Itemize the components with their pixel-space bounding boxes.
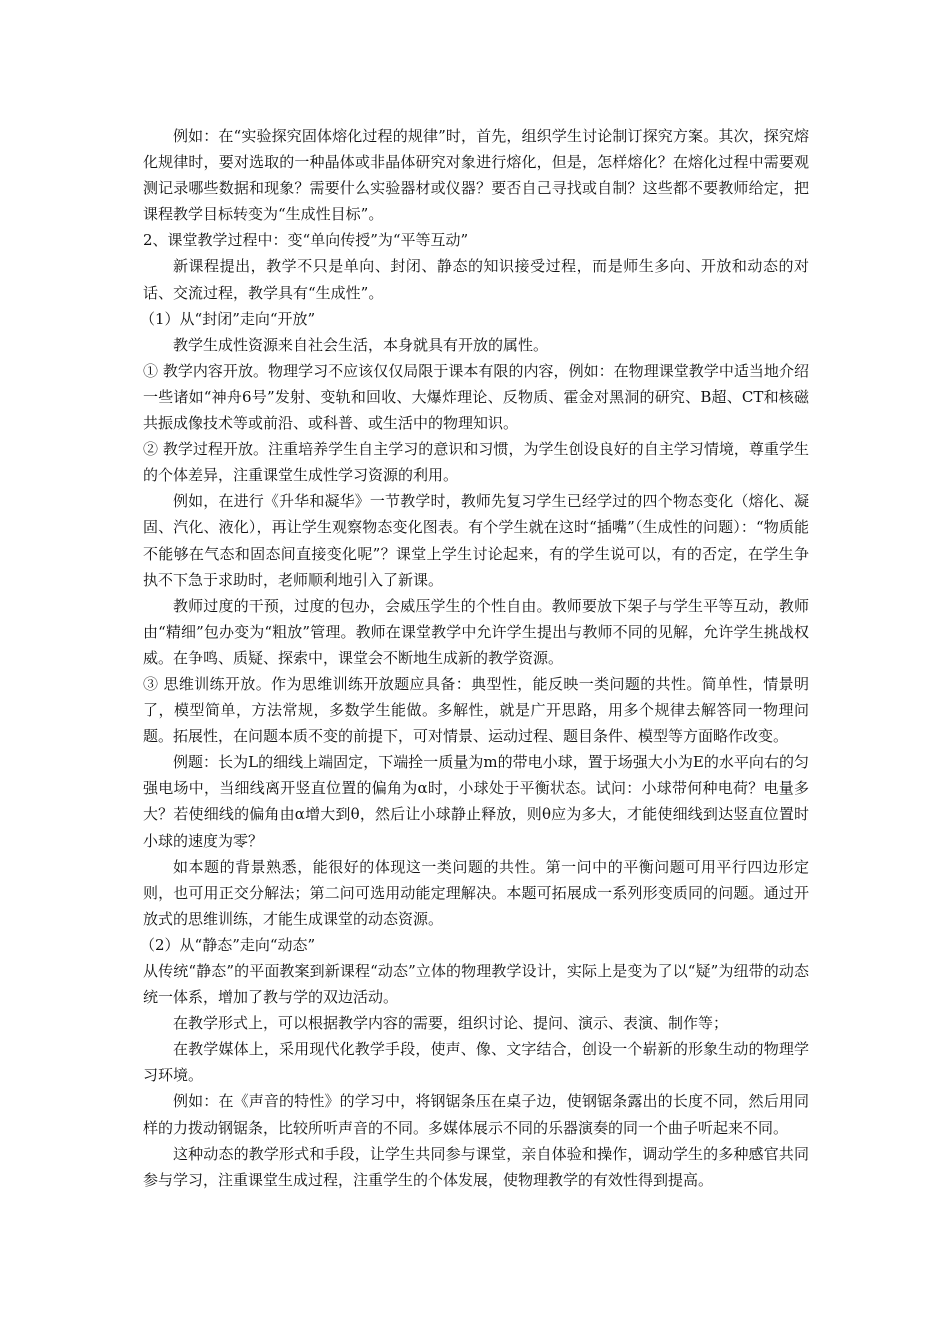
paragraph-teaching-form: 在教学形式上，可以根据教学内容的需要，组织讨论、提问、演示、表演、制作等； (173, 1014, 729, 1033)
paragraph-conclusion: 这种动态的教学形式和手段，让学生共同参与课堂，亲自体验和操作，调动学生的多种感官共同参与学习，注重课堂生成过程，注重学生的个体发展，使物理教学的有效性得到提高。 (143, 1144, 809, 1189)
section-heading-2: 2、课堂教学过程中：变“单向传授”为“平等互动” (143, 231, 469, 250)
paragraph-new-curriculum: 新课程提出，教学不只是单向、封闭、静态的知识接受过程，而是师生多向、开放和动态的对话、交流过程，教学具有“生成性”。 (143, 257, 809, 302)
subsection-heading-2: （2）从“静态”走向“动态” (140, 935, 316, 954)
paragraph-problem-analysis: 如本题的背景熟悉，能很好的体现这一类问题的共性。第一问中的平衡问题可用平行四边形定则，也可用正交分解法；第二问可选用动能定理解决。本题可拓展成一系列形变质同的问题。通过开放式的思维训练，才能生成课堂的动态资源。 (143, 857, 809, 928)
item-process-open: ② 教学过程开放。注重培养学生自主学习的意识和习惯，为学生创设良好的自主学习情境，尊重学生的个体差异，注重课堂生成性学习资源的利用。 (143, 440, 809, 485)
paragraph-example-sound: 例如：在《声音的特性》的学习中，将钢锯条压在桌子边，使钢锯条露出的长度不同，然后用同样的力拨动钢锯条，比较所听声音的不同。多媒体展示不同的乐器演奏的同一个曲子听起来不同。 (143, 1092, 809, 1137)
paragraph-openness: 教学生成性资源来自社会生活，本身就具有开放的属性。 (173, 335, 549, 354)
paragraph-teacher-intervention: 教师过度的干预，过度的包办，会威压学生的个性自由。教师要放下架子与学生平等互动，教师由“精细”包办变为“粗放”管理。教师在课堂教学中允许学生提出与教师不同的见解，允许学生挑战权威。在争鸣、质疑、探索中，课堂会不断地生成新的教学资源。 (143, 596, 809, 667)
item-thinking-open: ③ 思维训练开放。作为思维训练开放题应具备：典型性，能反映一类问题的共性。简单性，情景明了，模型简单，方法常规，多数学生能做。多解性，就是广开思路，用多个规律去解答同一物理问题。拓展性，在问题本质不变的前提下，可对情景、运动过程、题目条件、模型等方面略作改变。 (143, 674, 809, 746)
paragraph-teaching-media: 在教学媒体上，采用现代化教学手段，使声、像、文字结合，创设一个崭新的形象生动的物理学习环境。 (143, 1040, 809, 1085)
paragraph-example-problem: 例题：长为L的细线上端固定，下端拴一质量为m的带电小球，置于场强大小为E的水平向右的匀强电场中，当细线离开竖直位置的偏角为α时，小球处于平衡状态。试问：小球带何种电荷？电量多大？若使细线的偏角由α增大到θ，然后让小球静止释放，则θ应为多大，才能使细线到达竖直位置时小球的速度为零？ (143, 753, 809, 850)
paragraph-example-sublimation: 例如，在进行《升华和凝华》一节教学时，教师先复习学生已经学过的四个物态变化（熔化、凝固、汽化、液化），再让学生观察物态变化图表。有个学生就在这时“插嘴”（生成性的问题）：“物质能不能够在气态和固态间直接变化呢”？课堂上学生讨论起来，有的学生说可以，有的否定，在学生争执不下急于求助时，老师顺利地引入了新课。 (143, 492, 809, 589)
paragraph-static-to-dynamic: 从传统“静态”的平面教案到新课程“动态”立体的物理教学设计，实际上是变为了以“疑”为纽带的动态统一体系，增加了教与学的双边活动。 (143, 962, 809, 1007)
paragraph-example-melting: 例如：在“实验探究固体熔化过程的规律”时，首先，组织学生讨论制订探究方案。其次，探究熔化规律时，要对选取的一种晶体或非晶体研究对象进行熔化，但是，怎样熔化？在熔化过程中需要观测记录哪些数据和现象？需要什么实验器材或仪器？要否自己寻找或自制？这些都不要教师给定，把课程教学目标转变为“生成性目标”。 (143, 127, 809, 224)
item-content-open: ① 教学内容开放。物理学习不应该仅仅局限于课本有限的内容，例如：在物理课堂教学中适当地介绍一些诸如“神舟6号”发射、变轨和回收、大爆炸理论、反物质、霍金对黑洞的研究、B超、CT和核磁共振成像技术等或前沿、或科普、或生活中的物理知识。 (143, 361, 809, 433)
subsection-heading-1: （1）从“封闭”走向“开放” (140, 309, 316, 328)
document-body (140, 123, 809, 1193)
